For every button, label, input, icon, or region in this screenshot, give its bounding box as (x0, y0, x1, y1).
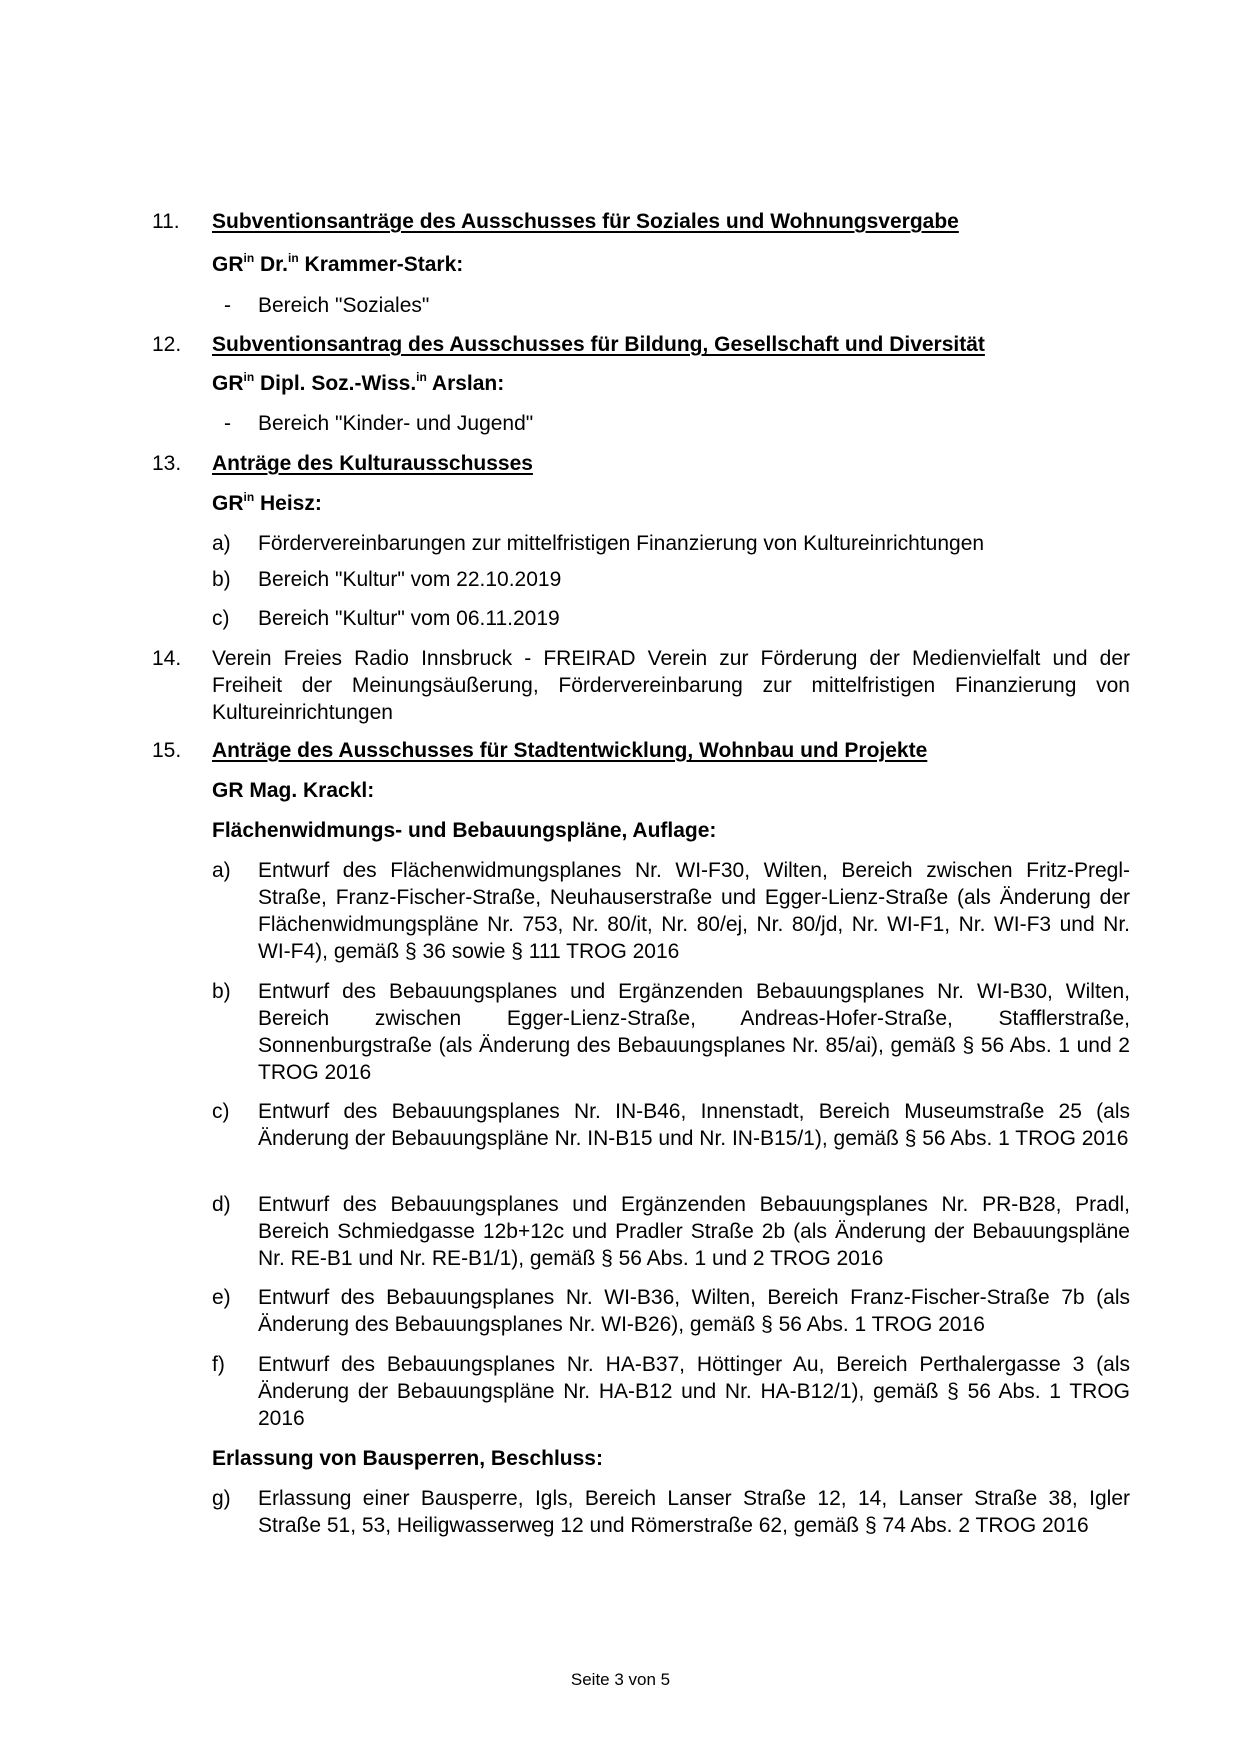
item-15-sub-text: Erlassung einer Bausperre, Igls, Bereich Lanser Straße 12, 14, Lanser Straße 38, Igler Straße 51, 53, Heiligwasserweg 12 und Römerstraße 62, gemäß § 74 Abs. 2 TROG 2016 (258, 1487, 1130, 1537)
item-15-sub-marker: a) (212, 859, 231, 882)
item-15-sub-text: Entwurf des Bebauungsplanes Nr. HA-B37, Höttinger Au, Bereich Perthalergasse 3 (als Änderung der Bebauungspläne Nr. HA-B12 und Nr. HA-B12/1), gemäß § 56 Abs. 1 TROG 2016 (258, 1353, 1130, 1430)
item-12-sub-text: Bereich "Kinder- und Jugend" (258, 412, 534, 435)
item-15-number: 15. (152, 739, 182, 762)
item-11-sub-marker: - (224, 294, 231, 317)
item-14-number: 14. (152, 647, 182, 670)
item-15-sub-marker: e) (212, 1286, 231, 1309)
item-12-title: Subventionsantrag des Ausschusses für Bildung, Gesellschaft und Diversität (212, 333, 985, 356)
item-12-sub-marker: - (224, 412, 231, 435)
item-12-speaker: $GR^{in}$ Dipl. Soz.-Wiss.$^{in}$ Arslan: (212, 370, 505, 395)
item-15-sub-text: Entwurf des Bebauungsplanes Nr. IN-B46, Innenstadt, Bereich Museumstraße 25 (als Änderung der Bebauungspläne Nr. IN-B15 und Nr. IN-B15/1), gemäß § 56 Abs. 1 TROG 2016 (258, 1100, 1130, 1150)
item-15-sub-marker: f) (212, 1353, 225, 1376)
item-14-text: Verein Freies Radio Innsbruck - FREIRAD Verein zur Förderung der Medienvielfalt und der Freiheit der Meinungsäußerung, Fördervereinbarung zur mittelfristigen Finanzierung von Kultureinrichtungen (212, 647, 1130, 724)
page-footer: Seite 3 von 5 (570, 1670, 671, 1689)
item-11-sub-text: Bereich "Soziales" (258, 294, 430, 317)
item-13-number: 13. (152, 452, 182, 475)
item-15-sub-text: Entwurf des Flächenwidmungsplanes Nr. WI-F30, Wilten, Bereich zwischen Fritz-Pregl-Straße, Franz-Fischer-Straße, Neuhauserstraße und Egger-Lienz-Straße (als Änderung der Flächenwidmungspläne Nr. 753, Nr. 80/it, Nr. 80/ej, Nr. 80/jd, Nr. WI-F1, Nr. WI-F3 und Nr. WI-F4), gemäß § 36 sowie § 111 TROG 2016 (258, 859, 1130, 963)
item-11-number: 11. (152, 210, 180, 233)
item-15-title: Anträge des Ausschusses für Stadtentwicklung, Wohnbau und Projekte (212, 739, 928, 762)
item-13-sub-marker: c) (212, 607, 230, 630)
item-13-sub-marker: b) (212, 568, 231, 591)
item-11-title: Subventionsanträge des Ausschusses für Soziales und Wohnungsvergabe (212, 210, 959, 233)
item-13-sub-text: Bereich "Kultur" vom 06.11.2019 (258, 607, 560, 630)
item-15-sub-text: Entwurf des Bebauungsplanes und Ergänzenden Bebauungsplanes Nr. WI-B30, Wilten, Bereich zwischen Egger-Lienz-Straße, Andreas-Hofer-Straße, Stafflerstraße, Sonnenburgstraße (als Änderung des Bebauungsplanes Nr. 85/ai), gemäß § 56 Abs. 1 und 2 TROG 2016 (258, 980, 1130, 1084)
item-15-heading-bausperren: Erlassung von Bausperren, Beschluss: (212, 1447, 603, 1470)
item-13-sub-text: Bereich "Kultur" vom 22.10.2019 (258, 568, 562, 591)
item-15-sub-marker: d) (212, 1193, 231, 1216)
item-11-speaker: $GR^{in}$ Dr.$^{in}$ Krammer-Stark: (212, 251, 464, 276)
item-13-sub-text: Fördervereinbarungen zur mittelfristigen Finanzierung von Kultureinrichtungen (258, 532, 985, 555)
item-15-sub-marker: b) (212, 980, 231, 1003)
item-15-sub-marker: g) (212, 1487, 231, 1510)
item-15-sub-text: Entwurf des Bebauungsplanes Nr. WI-B36, Wilten, Bereich Franz-Fischer-Straße 7b (als Änderung des Bebauungsplanes Nr. WI-B26), gemäß § 56 Abs. 1 TROG 2016 (258, 1286, 1130, 1336)
item-12-number: 12. (152, 333, 182, 356)
item-13-speaker: $GR^{in}$ Heisz: (212, 490, 322, 515)
item-13-sub-marker: a) (212, 532, 231, 555)
item-13-title: Anträge des Kulturausschusses (212, 452, 533, 475)
item-15-sub-marker: c) (212, 1100, 230, 1123)
item-15-speaker: GR Mag. Krackl: (212, 779, 375, 802)
item-15-heading-plans: Flächenwidmungs- und Bebauungspläne, Auflage: (212, 819, 717, 842)
item-15-sub-text: Entwurf des Bebauungsplanes und Ergänzenden Bebauungsplanes Nr. PR-B28, Pradl, Bereich Schmiedgasse 12b+12c und Pradler Straße 2b (als Änderung der Bebauungspläne Nr. RE-B1 und Nr. RE-B1/1), gemäß § 56 Abs. 1 und 2 TROG 2016 (258, 1193, 1130, 1270)
